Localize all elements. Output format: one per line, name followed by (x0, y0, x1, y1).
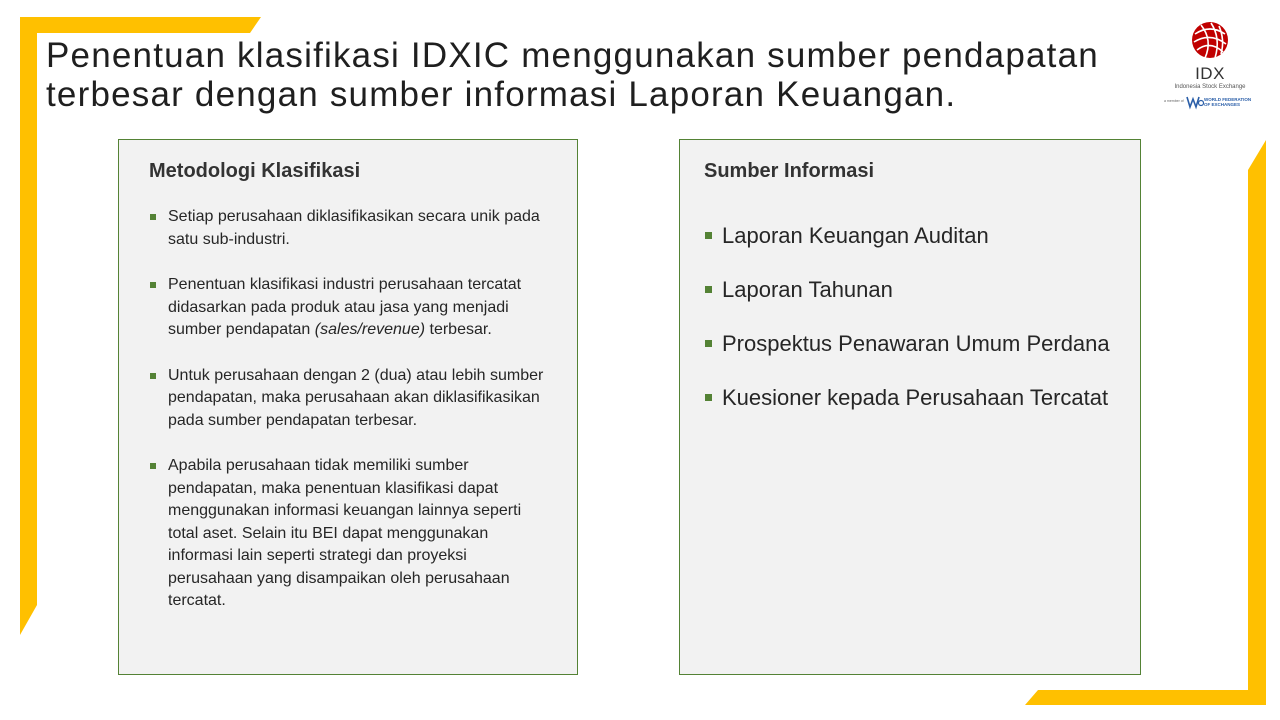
idx-globe-icon (1191, 20, 1229, 60)
list-item-text: Untuk perusahaan dengan 2 (dua) atau lebih sumber pendapatan, maka perusahaan akan diklasifikasikan pada sumber pendapatan terbesar. (168, 366, 544, 429)
information-sources-panel (679, 139, 1141, 675)
list-item (704, 330, 1124, 358)
methodology-list (149, 206, 554, 636)
list-item-italic-text: (sales/revenue) (314, 321, 426, 338)
list-item-text: Apabila perusahaan tidak memiliki sumber pendapatan, maka penentuan klasifikasi dapat menggunakan informasi keuangan lainnya seperti total aset. Selain itu BEI dapat menggunakan informasi lain seperti strategi dan proyeksi perusahaan yang disampaikan oleh perusahaan tercatat. (168, 457, 522, 609)
wfe-member-text: a member of (1164, 99, 1184, 103)
square-bullet-icon (150, 373, 156, 379)
wfe-logo-icon (1186, 94, 1204, 110)
information-sources-heading: Sumber Informasi (704, 160, 875, 182)
idx-logo-subtitle: Indonesia Stock Exchange (1174, 84, 1246, 90)
square-bullet-icon (705, 232, 712, 239)
list-item (704, 276, 1124, 304)
square-bullet-icon (705, 286, 712, 293)
square-bullet-icon (150, 214, 156, 220)
list-item-text: Penentuan klasifikasi industri perusahaan tercatat didasarkan pada produk atau jasa yang menjadi sumber pendapatan (168, 276, 522, 338)
list-item (704, 384, 1124, 412)
list-item (149, 365, 554, 433)
idx-logo-text: IDX (1195, 64, 1225, 83)
idx-logo (1160, 16, 1260, 111)
square-bullet-icon (150, 463, 156, 469)
square-bullet-icon (705, 340, 712, 347)
list-item-text: Laporan Tahunan (722, 277, 893, 302)
list-item (704, 222, 1124, 250)
list-item-text: Prospektus Penawaran Umum Perdana (722, 331, 1110, 356)
wfe-badge (1164, 94, 1256, 110)
list-item (149, 274, 554, 342)
wfe-text: WORLD FEDERATION OF EXCHANGES (1204, 97, 1252, 107)
list-item-suffix-text: terbesar. (425, 321, 492, 338)
page-title: Penentuan klasifikasi IDXIC menggunakan sumber pendapatan terbesar dengan sumber informasi Laporan Keuangan. (46, 36, 1099, 114)
information-sources-list (704, 222, 1124, 438)
square-bullet-icon (150, 282, 156, 288)
methodology-heading: Metodologi Klasifikasi (149, 160, 361, 182)
methodology-panel (118, 139, 578, 675)
list-item-text: Setiap perusahaan diklasifikasikan secara unik pada satu sub-industri. (168, 208, 540, 248)
list-item (149, 206, 554, 251)
list-item-text: Kuesioner kepada Perusahaan Tercatat (722, 385, 1109, 410)
square-bullet-icon (705, 394, 712, 401)
list-item (149, 455, 554, 613)
list-item-text: Laporan Keuangan Auditan (722, 223, 989, 248)
